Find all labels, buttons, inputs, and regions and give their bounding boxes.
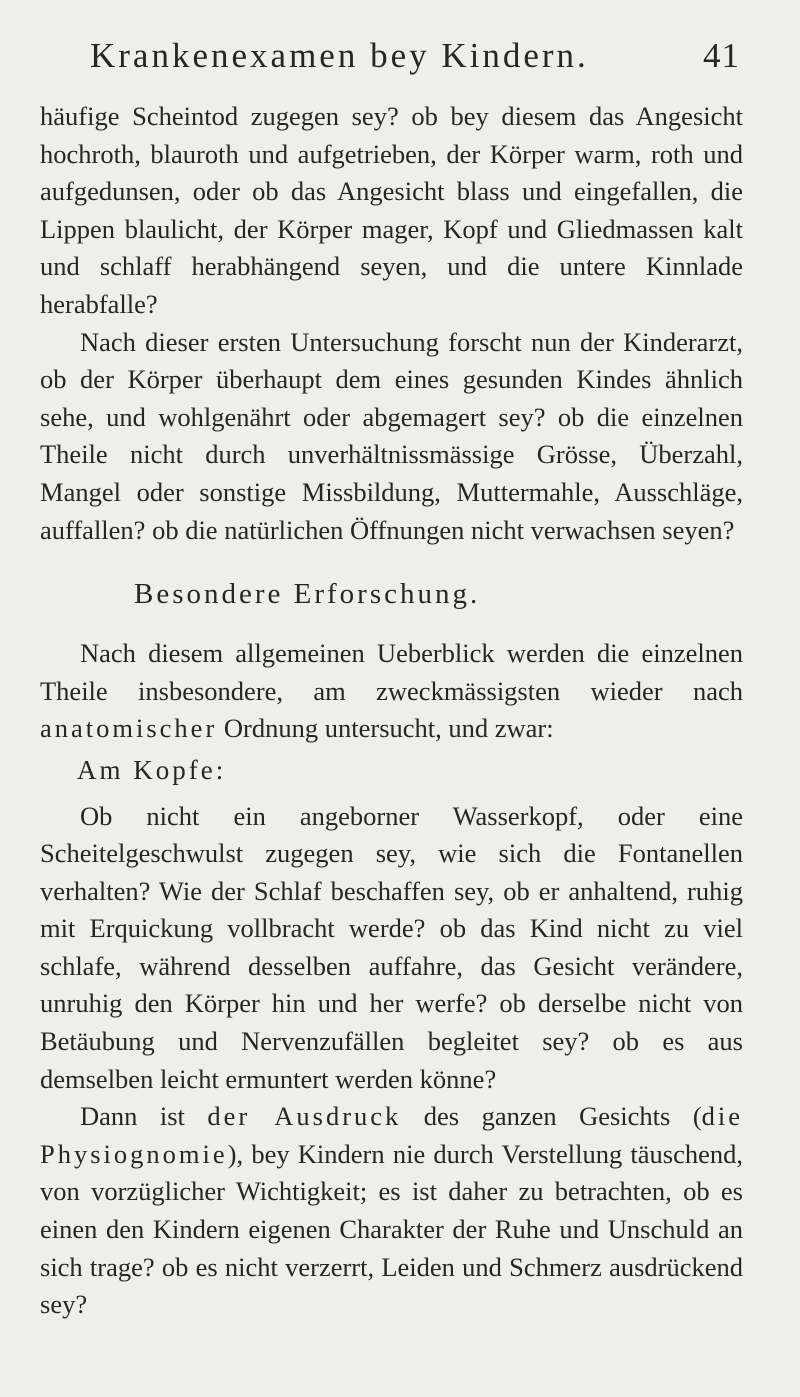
ausdruck-part3: ), bey Kindern nie durch Verstellung täuschend, von vorzüglicher Wichtigkeit; es ist daher zu betrachten, ob es einen den Kindern eigenen Charakter der Ruhe und Unschuld an sich trage? ob es nicht verzerrt, Leiden und Schmerz ausdrückend sey?: [40, 1138, 743, 1320]
subheading-kopf: Am Kopfe:: [77, 754, 227, 785]
running-title: Krankenexamen bey Kindern.: [90, 36, 589, 75]
running-header: [80, 36, 740, 80]
paragraph-scheintod: häufige Scheintod zugegen sey? ob bey diesem das Angesicht hochroth, blauroth und aufgetrieben, der Körper warm, roth und aufgedunsen, oder ob das Angesicht blass und eingefallen, die Lippen blaulicht, der Körper mager, Kopf und Gliedmassen kalt und schlaff herabhängend seyen, und die untere Kinnlade herabfalle?: [40, 101, 743, 319]
ausdruck-physiognomie: die Physiognomie: [40, 1101, 744, 1169]
ausdruck-part1: Dann ist: [80, 1101, 185, 1132]
ausdruck-part2: des ganzen Gesichts (: [423, 1101, 702, 1132]
paragraph-untersuchung: Nach dieser ersten Untersuchung forscht nun der Kinderarzt, ob der Körper überhaupt dem eines gesunden Kindes ähnlich sehe, und wohlgenährt oder abgemagert sey? ob die einzelnen Theile nicht durch unverhältnissmässige Grösse, Überzahl, Mangel oder sonstige Missbildung, Muttermahle, Ausschläge, auffallen? ob die natürlichen Öffnungen nicht verwachsen seyen?: [40, 326, 743, 545]
paragraph-ueberblick: [40, 635, 743, 748]
paragraph-ausdruck: [40, 1098, 743, 1324]
ueberblick-text-before: Nach diesem allgemeinen Ueberblick werden die einzelnen Theile insbesondere, am zweckmässigsten wieder nach: [40, 638, 743, 706]
page-body: [40, 98, 743, 1324]
paragraph-kopf: Ob nicht ein angeborner Wasserkopf, oder eine Scheitelgeschwulst zugegen sey, wie sich die Fontanellen verhalten? Wie der Schlaf beschaffen sey, ob er anhaltend, ruhig mit Erquickung vollbracht werde? ob das Kind nicht zu viel schlafe, während desselben auffahre, das Gesicht verändere, unruhig den Körper hin und her werfe? ob derselbe nicht von Betäubung und Nervenzufällen begleitet sey? ob es aus demselben leicht ermuntert werden könne?: [40, 800, 743, 1094]
ueberblick-emphasis: anatomischer: [40, 713, 218, 744]
page-number: 41: [703, 36, 740, 75]
section-heading: Besondere Erforschung.: [134, 578, 481, 611]
ausdruck-emphasis: der Ausdruck: [207, 1101, 402, 1132]
ueberblick-text-after: Ordnung untersucht, und zwar:: [223, 713, 554, 744]
